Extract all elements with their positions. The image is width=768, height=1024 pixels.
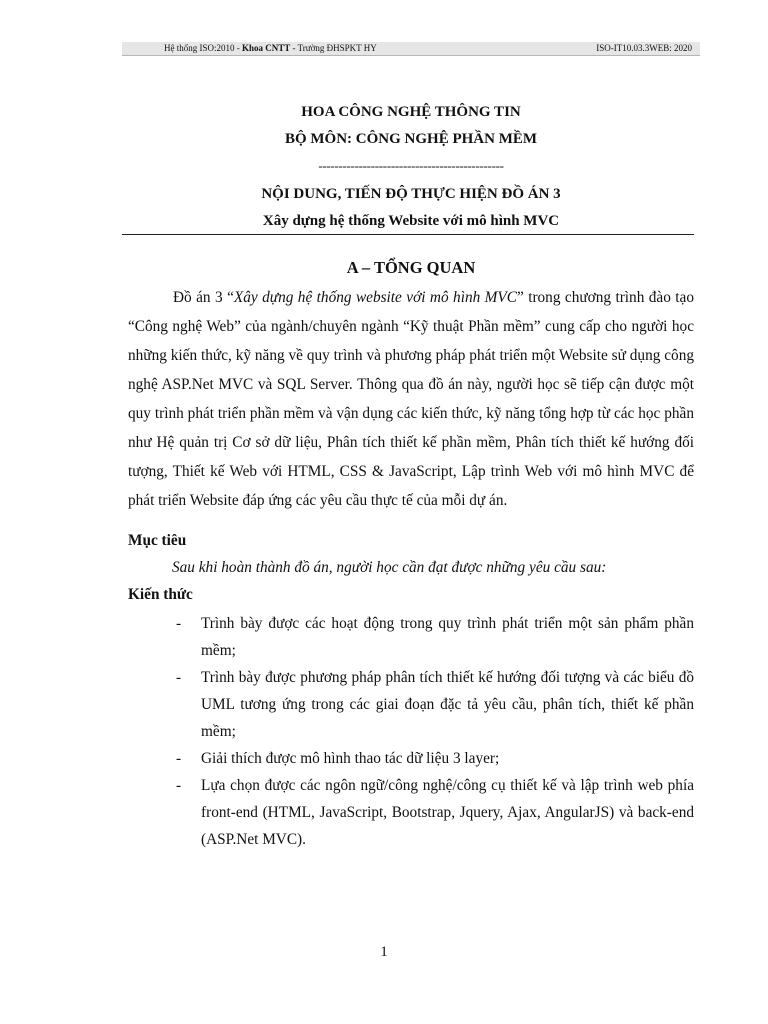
page-number: 1 [380,944,388,960]
header-left-bold: Khoa CNTT [242,43,291,53]
bullet-dash: - [176,669,182,686]
knowledge-label: Kiến thức [128,586,193,603]
document-heading: NỘI DUNG, TIẾN ĐỘ THỰC HIỆN ĐỒ ÁN 3 [261,186,561,202]
list-item-text: Trình bày được các hoạt động trong quy trình phát triển một sản phẩm phần mềm; [201,615,694,659]
goals-label: Mục tiêu [128,532,187,549]
list-item [176,745,694,772]
list-item [176,610,694,664]
faculty-title: HOA CÔNG NGHỆ THÔNG TIN [301,104,521,120]
header-left [164,42,377,55]
bullet-dash: - [176,777,182,794]
list-item [176,664,694,745]
list-item-text: Trình bày được phương pháp phân tích thiết kế hướng đối tượng và các biểu đồ UML tương ứng trong các giai đoạn đặc tả yêu cầu, phân tích, thiết kế phần mềm; [201,669,694,740]
header-left-suffix: - Trường ĐHSPKT HY [290,43,377,53]
heading-rule [122,234,694,235]
page-header [122,42,700,56]
bullet-dash: - [176,750,182,767]
title-separator: ---------------------------------------------- [318,158,504,173]
document-subheading: Xây dựng hệ thống Website với mô hình MVC [262,213,560,229]
list-item-text: Lựa chọn được các ngôn ngữ/công nghệ/công cụ thiết kế và lập trình web phía front-end (HTML, JavaScript, Bootstrap, Jquery, Ajax, AngularJS) và back-end (ASP.Net MVC). [201,777,694,848]
list-item-text: Giải thích được mô hình thao tác dữ liệu 3 layer; [201,750,500,767]
intro-paragraph [128,283,694,515]
intro-before: Đồ án 3 “ [173,289,234,306]
section-heading: A – TỔNG QUAN [346,258,476,277]
department-title: BỘ MÔN: CÔNG NGHỆ PHẦN MỀM [284,131,538,147]
intro-after: ” trong chương trình đào tạo “Công nghệ Web” của ngành/chuyên ngành “Kỹ thuật Phần mềm” cung cấp cho người học những kiến thức, kỹ năng về quy trình và phương pháp phát triển một Website sử dụng công nghệ ASP.Net MVC và SQL Server. Thông qua đồ án này, người học sẽ tiếp cận được một quy trình phát triển phần mềm và vận dụng các kiến thức, kỹ năng tổng hợp từ các học phần như Hệ quản trị Cơ sở dữ liệu, Phân tích thiết kế phần mềm, Phân tích thiết kế hướng đối tượng, Thiết kế Web với HTML, CSS & JavaScript, Lập trình Web với mô hình MVC để phát triển Website đáp ứng các yêu cầu thực tế của mỗi dự án. [128,289,694,509]
header-left-prefix: Hệ thống ISO:2010 - [164,43,242,53]
bullet-dash: - [176,615,182,632]
header-document-code: ISO-IT10.03.3WEB: 2020 [596,43,692,53]
list-item [176,772,694,853]
intro-italic: Xây dựng hệ thống website với mô hình MVC [233,289,517,306]
goals-text: Sau khi hoàn thành đồ án, người học cần đạt được những yêu cầu sau: [172,559,607,576]
